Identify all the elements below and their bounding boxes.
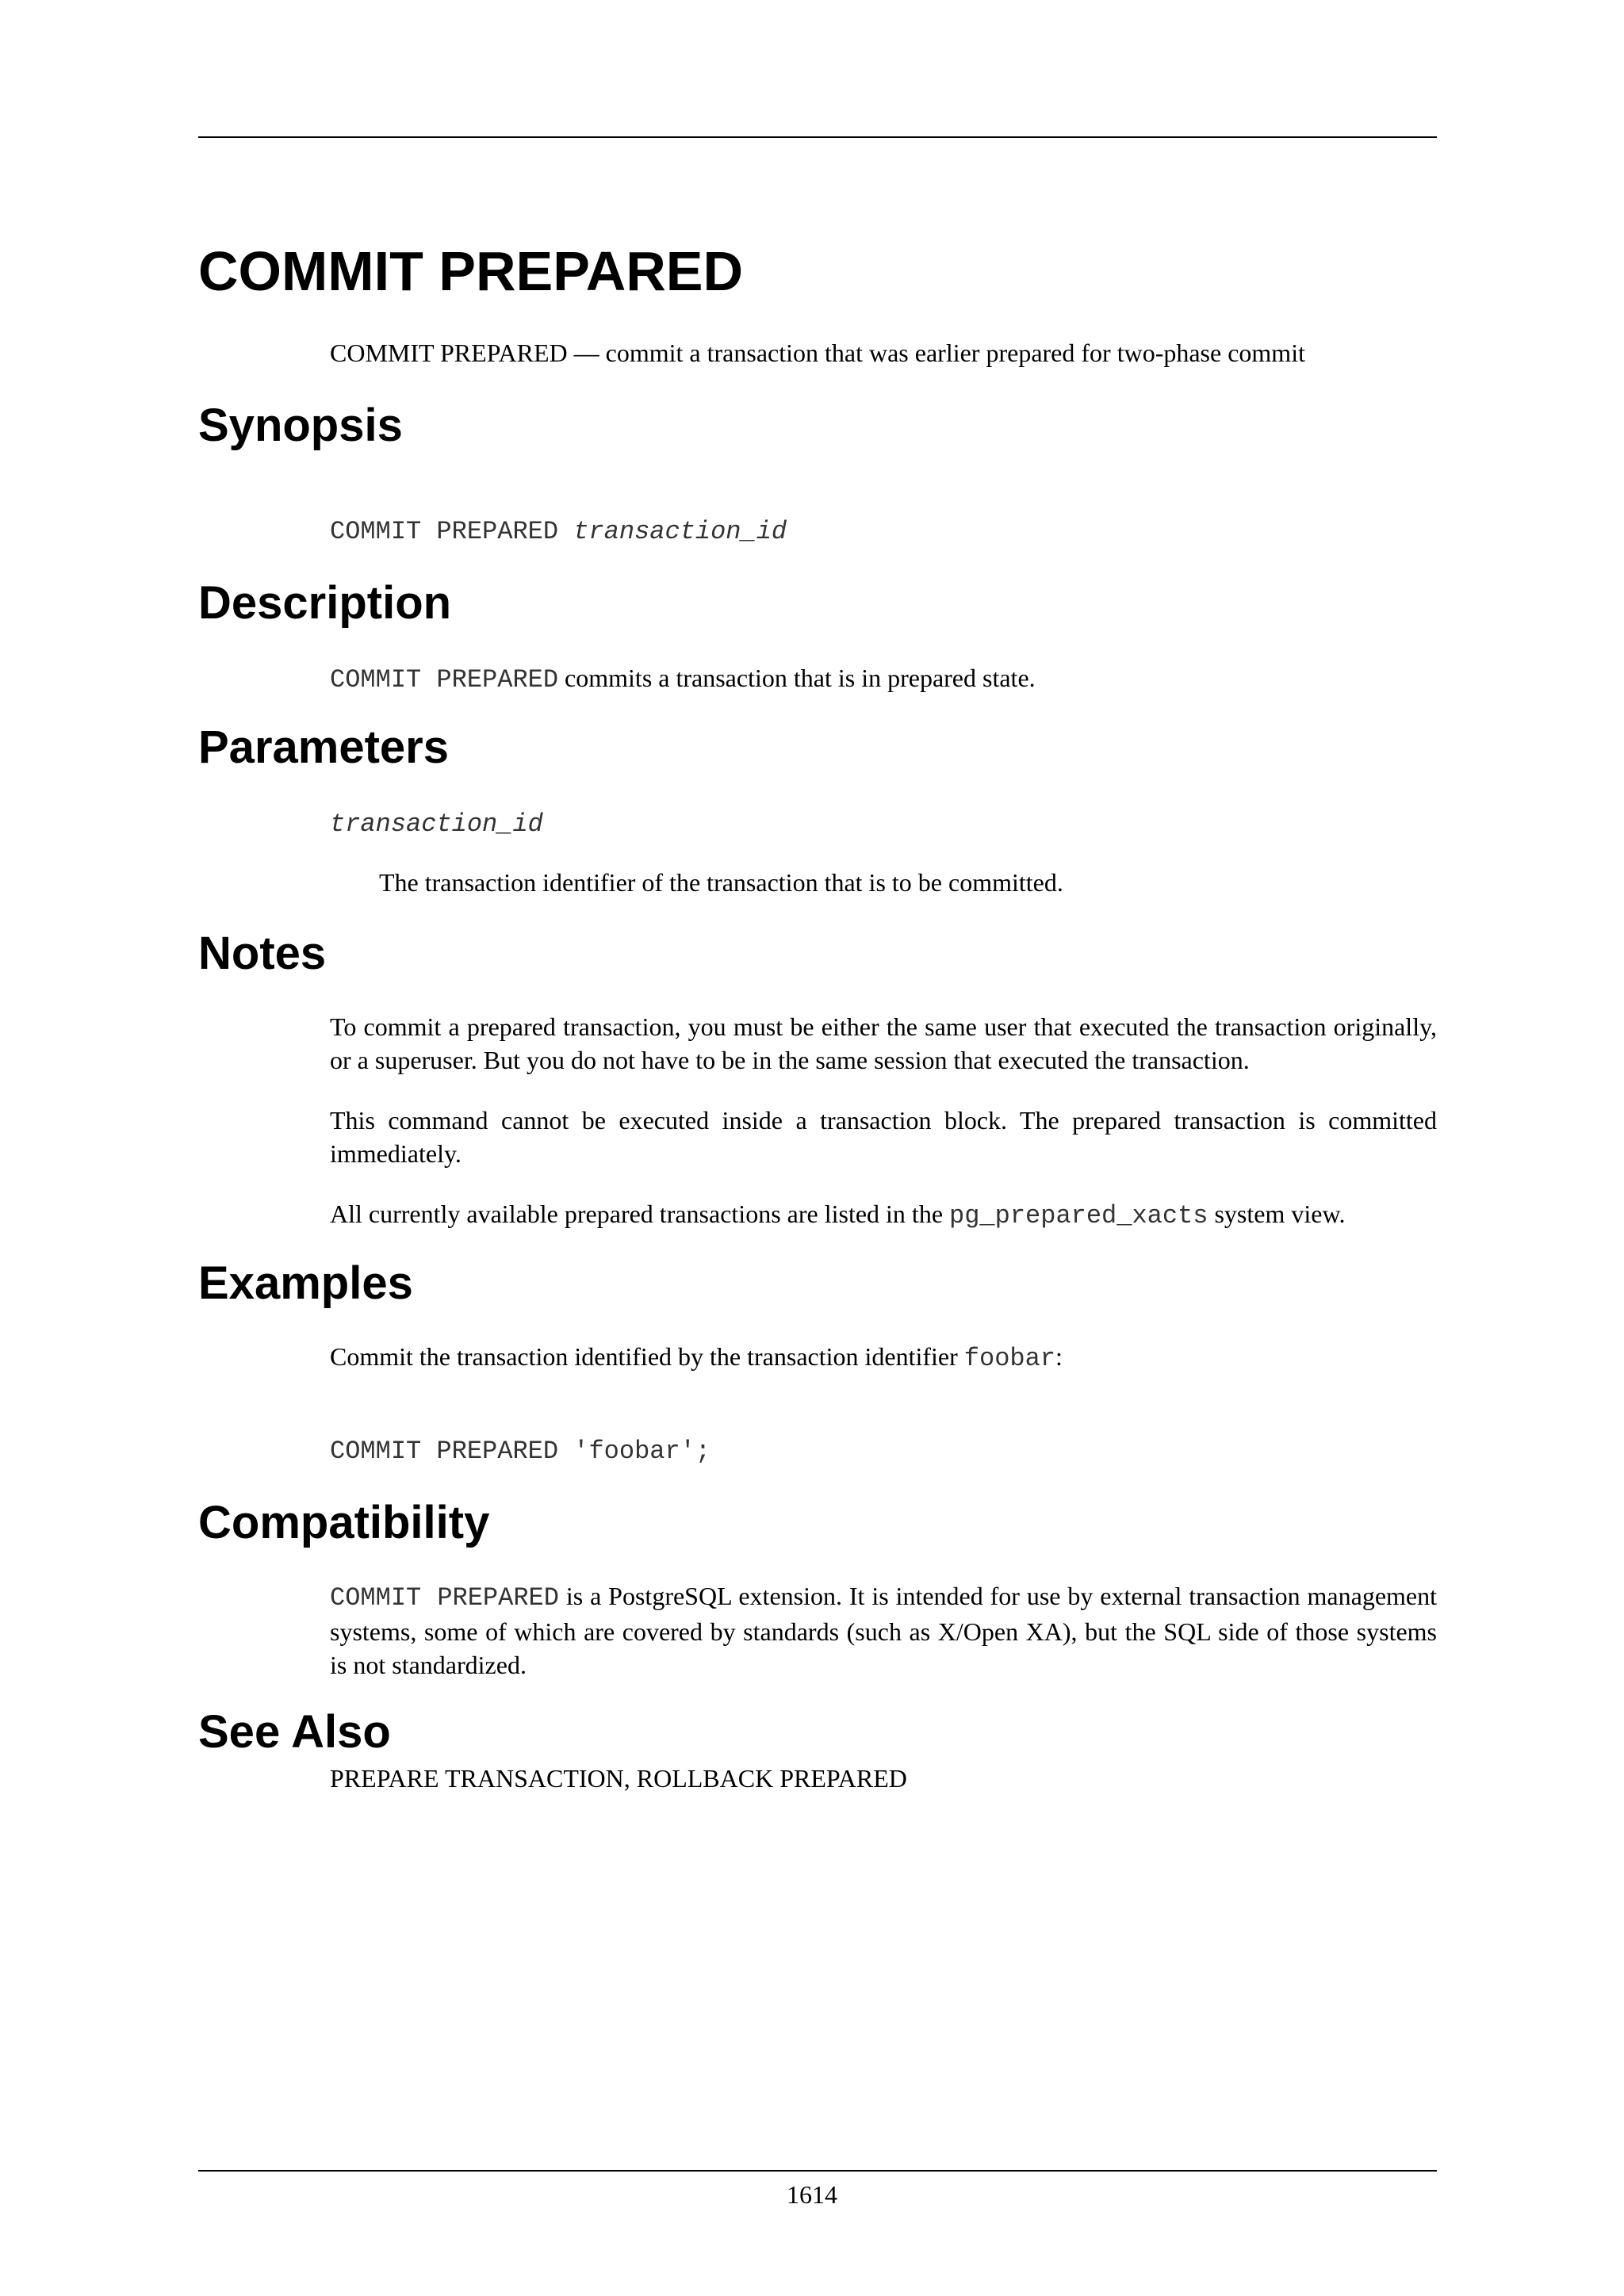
parameters-heading: Parameters	[198, 721, 449, 773]
synopsis-heading: Synopsis	[198, 400, 403, 451]
description-body: commits a transaction that is in prepared state.	[558, 664, 1036, 692]
notes-p3-after: system view.	[1208, 1200, 1346, 1228]
examples-intro-after: :	[1055, 1342, 1063, 1371]
examples-heading: Examples	[198, 1257, 413, 1309]
description-heading: Description	[198, 577, 452, 629]
see-also-link-prepare-transaction[interactable]: PREPARE TRANSACTION	[330, 1764, 624, 1793]
examples-code: COMMIT PREPARED 'foobar';	[330, 1437, 711, 1466]
notes-paragraph-3	[330, 1197, 1437, 1233]
synopsis-param: transaction_id	[573, 517, 787, 546]
description-command: COMMIT PREPARED	[330, 665, 559, 695]
compatibility-text	[330, 1579, 1437, 1682]
examples-intro-before: Commit the transaction identified by the transaction identifier	[330, 1342, 964, 1371]
examples-intro	[330, 1340, 1437, 1376]
compatibility-heading: Compatibility	[198, 1497, 490, 1548]
compatibility-command: COMMIT PREPARED	[330, 1583, 559, 1613]
synopsis-code	[330, 515, 787, 549]
page-title: COMMIT PREPARED	[198, 240, 744, 302]
footer-rule	[198, 2170, 1437, 2172]
see-also-link-rollback-prepared[interactable]: ROLLBACK PREPARED	[636, 1764, 907, 1793]
description-text	[330, 661, 1437, 697]
notes-paragraph-1: To commit a prepared transaction, you must be either the same user that executed the transaction originally, or a superuser. But you do not have to be in the same session that executed the transaction.	[330, 1012, 1437, 1074]
parameter-definition: The transaction identifier of the transaction that is to be committed.	[379, 868, 1063, 897]
notes-heading: Notes	[198, 928, 327, 979]
see-also-links	[330, 1762, 1437, 1795]
notes-p3-before: All currently available prepared transactions are listed in the	[330, 1200, 950, 1228]
header-rule	[198, 136, 1437, 138]
examples-intro-code: foobar	[963, 1344, 1055, 1373]
synopsis-command: COMMIT PREPARED	[330, 517, 574, 546]
see-also-separator: ,	[623, 1764, 637, 1793]
parameter-term-name: transaction_id	[330, 809, 543, 839]
notes-p3-code: pg_prepared_xacts	[949, 1201, 1208, 1230]
see-also-heading: See Also	[198, 1706, 391, 1758]
notes-paragraph-2: This command cannot be executed inside a transaction block. The prepared transaction is committed immediately.	[330, 1106, 1437, 1168]
parameter-term	[330, 806, 1437, 841]
refpurpose: COMMIT PREPARED — commit a transaction that was earlier prepared for two-phase commit	[330, 339, 1305, 367]
page-number: 1614	[787, 2180, 837, 2209]
compatibility-body: is a PostgreSQL extension. It is intended for use by external transaction management systems, some of which are covered by standards (such as X/Open XA), but the SQL side of those systems is not standardized.	[330, 1582, 1438, 1679]
